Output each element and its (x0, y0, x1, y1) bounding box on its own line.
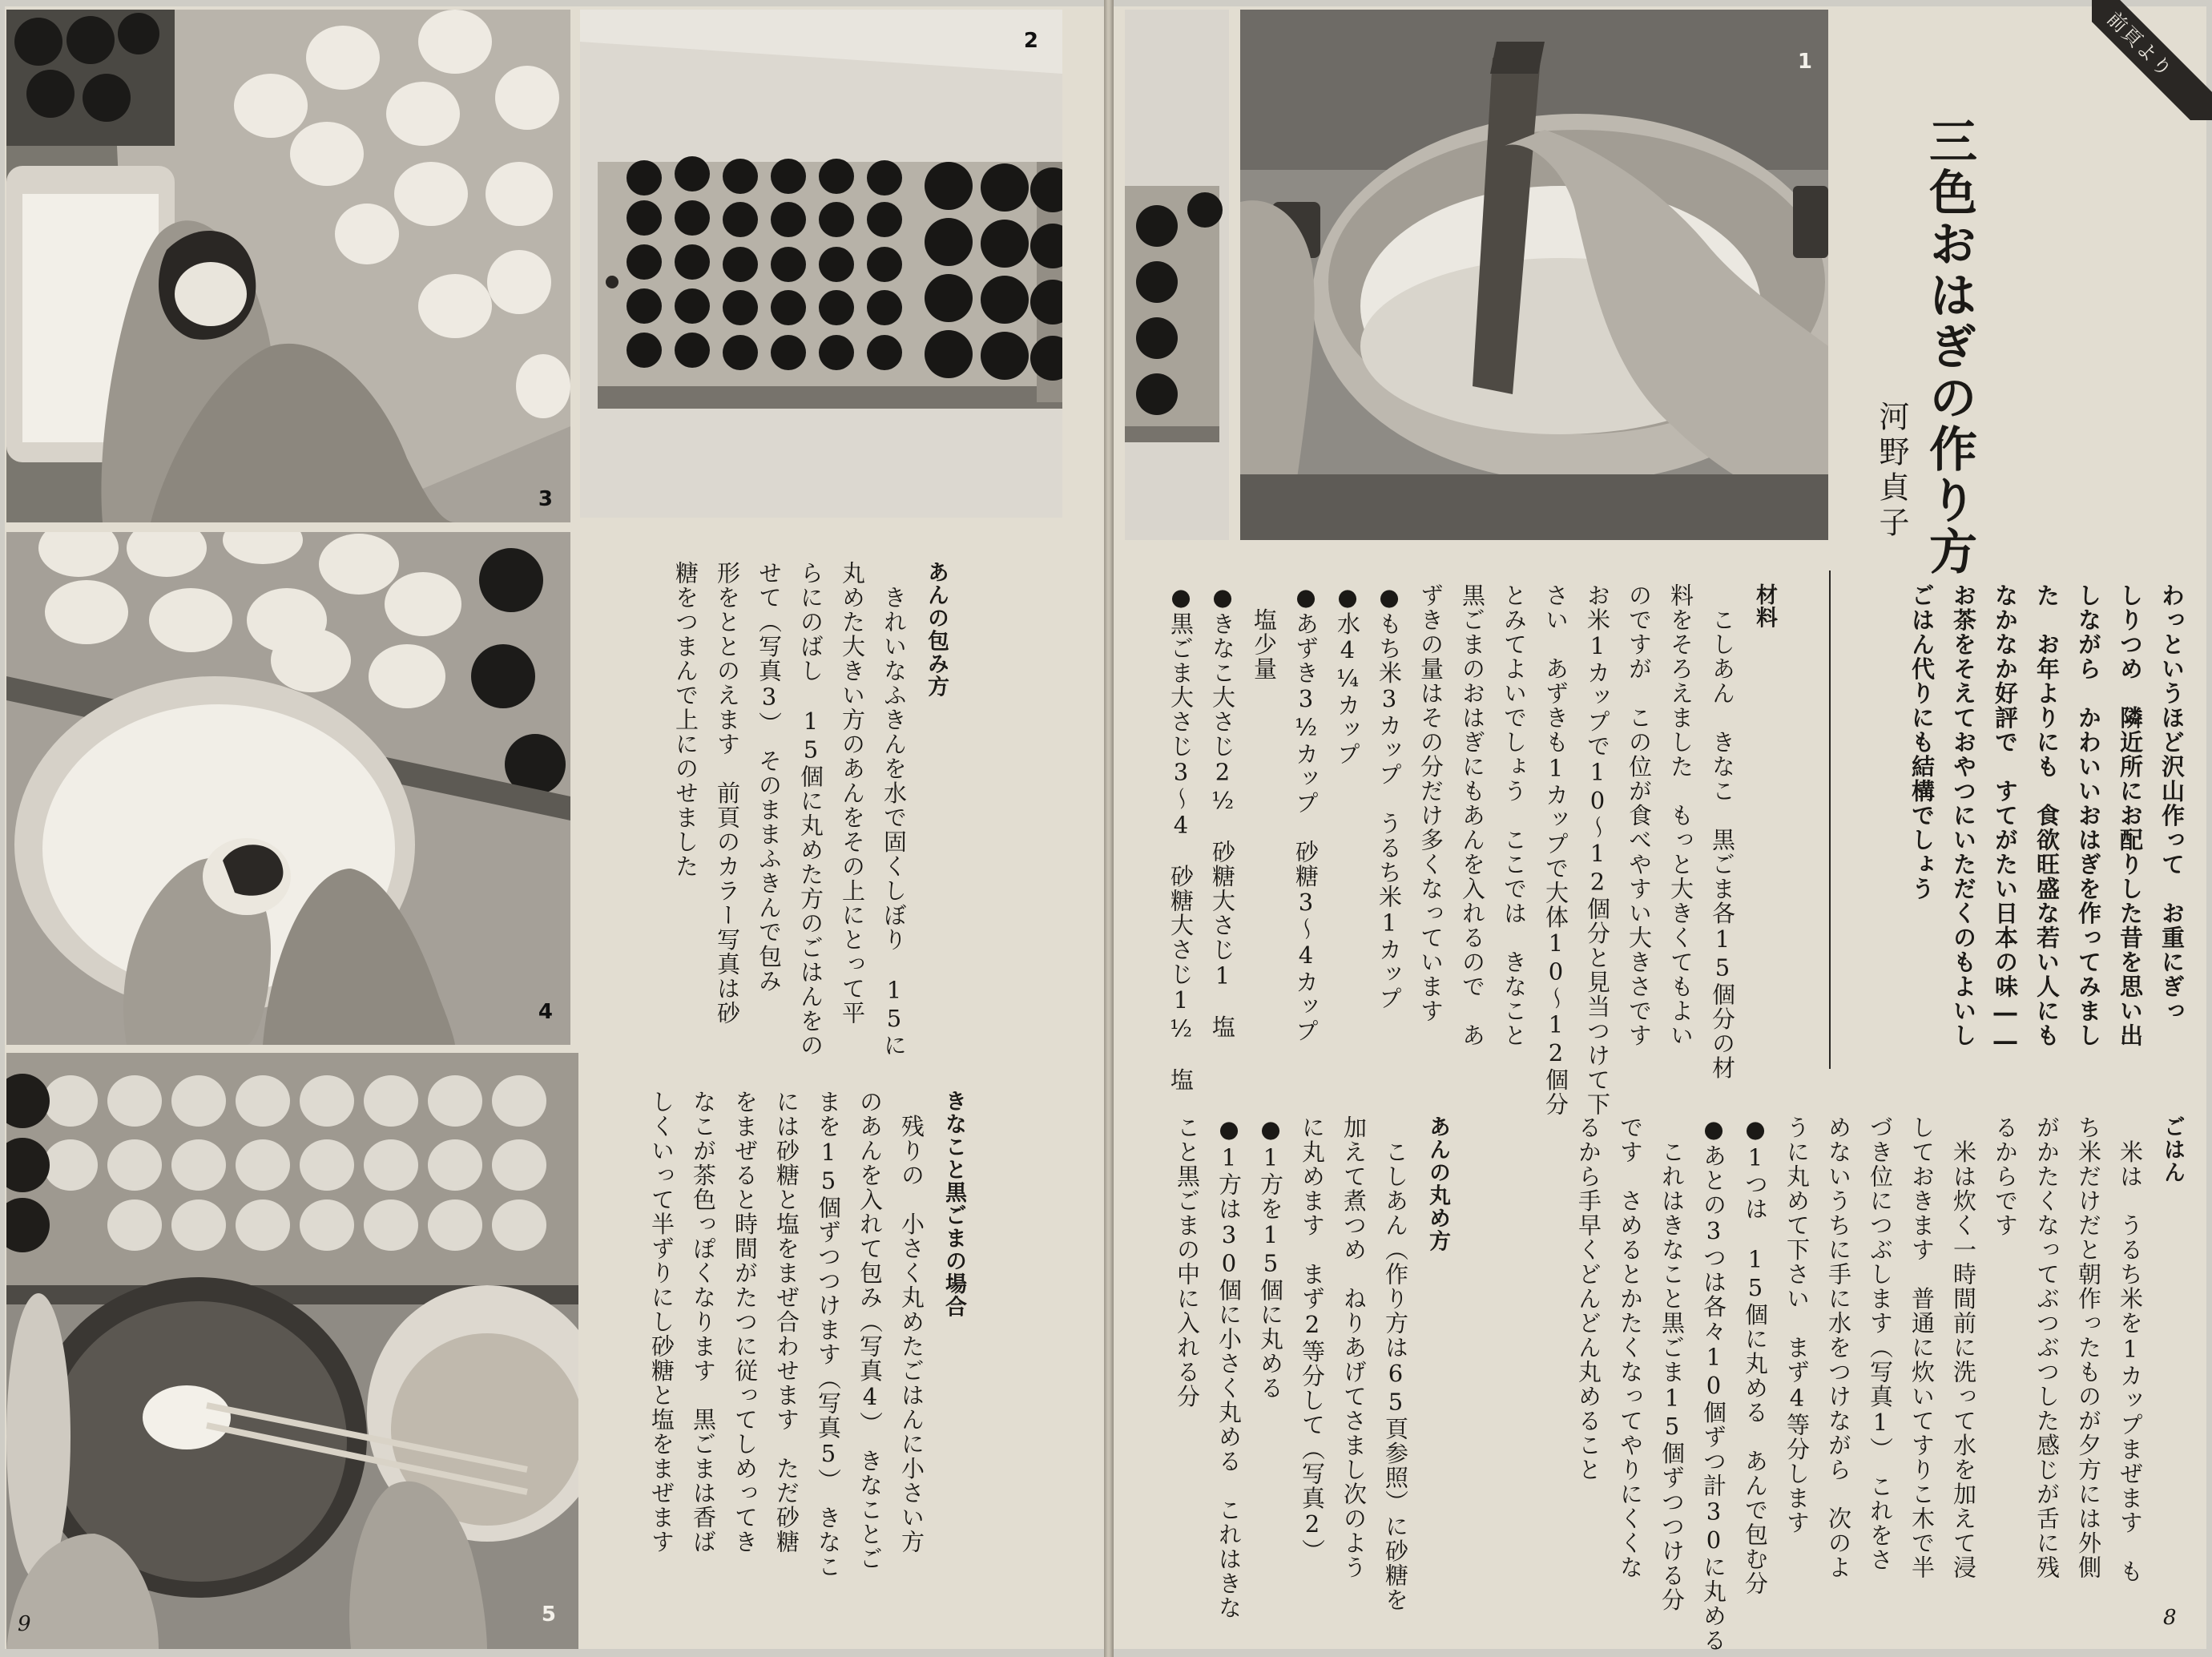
materials-line: お米1カップで10～12個分と見当つけて下 (1584, 583, 1611, 1117)
an-tsutsumi-line: せて（写真3） そのままふきんで包み (755, 561, 783, 994)
materials-line: ●あずき3½カップ 砂糖3～4カップ (1292, 583, 1320, 1043)
photo-1-mashing-rice (1240, 10, 1828, 540)
materials-line: ●もち米3カップ うるち米1カップ (1376, 583, 1403, 1011)
binding-gutter (1104, 0, 1114, 1657)
an-tsutsumi-line: 丸めた大きい方のあんをその上にとって平 (839, 561, 866, 1026)
gohan-line: ち米だけだと朝作ったものが夕方には外側 (2075, 1115, 2102, 1580)
kinako-line: のあんを入れて包み（写真4） きなことご (856, 1090, 884, 1571)
intro-line: しながら かわいいおはぎを作ってみまし (2075, 583, 2102, 1048)
materials-line: さい あずきも1カップで大体10～12個分 (1542, 583, 1569, 1117)
kinako-line: なこが茶色っぽくなります 黒ごまは香ば (690, 1090, 717, 1554)
photo-strip-image (1125, 10, 1229, 540)
gohan-line: です さめるとかたくなってやりにくくな (1617, 1115, 1644, 1580)
an-marume-line: こと黒ごまの中に入れる分 (1174, 1115, 1201, 1409)
photo-4-image (6, 532, 570, 1045)
page-number-left: 9 (18, 1612, 31, 1636)
photo-number-3: 3 (538, 487, 553, 511)
kinako-line: まを15個ずつつけます（写真5） きなこ (815, 1090, 842, 1579)
gohan-line: 米は うるち米を1カップまぜます も (2117, 1115, 2144, 1584)
intro-line: なかなか好評で すてがたい日本の味―― (1992, 583, 2019, 1056)
photo-1-image (1240, 10, 1828, 540)
article-title: 三色おはぎの作り方 (1921, 116, 1977, 578)
author-name: 河野貞子 (1874, 401, 1909, 542)
gohan-line: うに丸めて下さい まず4等分します (1783, 1115, 1811, 1535)
materials-line: 塩少量 (1251, 583, 1278, 681)
photo-strip-bean-paste (1125, 10, 1229, 540)
materials-line: とみてよいでしょう ここでは きなこと (1501, 583, 1528, 1048)
gohan-line: るから手早くどんどん丸めること (1575, 1115, 1602, 1482)
intro-line: お茶をそえておやつにいただくのもよいし (1950, 583, 1977, 1048)
materials-line: こしあん きなこ 黒ごま各15個分の材 (1709, 583, 1736, 1080)
photo-5-coating-kinako (6, 1053, 578, 1649)
gohan-line: ●あとの3つは各々10個ずつ計30に丸める (1700, 1115, 1727, 1653)
photo-5-image (6, 1053, 578, 1649)
gohan-line: めないうちに手に水をつけながら 次のよ (1825, 1115, 1852, 1580)
gohan-section (1568, 1115, 2193, 1653)
gohan-line: 米は炊く一時間前に洗って水を加えて浸 (1950, 1115, 1977, 1580)
gohan-line: ●1つは 15個に丸める あんで包む分 (1742, 1115, 1769, 1596)
intro-paragraph (1901, 583, 2193, 1064)
corner-tag-text: 前頁より (2102, 7, 2178, 83)
an-marume-section (1166, 1115, 1458, 1620)
an-marume-line: こしあん（作り方は65頁参照）に砂糖を (1382, 1115, 1409, 1612)
materials-line: ●水4¼カップ (1334, 583, 1361, 767)
intro-line: しりつめ 隣近所にお配りした昔を思い出 (2117, 583, 2144, 1048)
photo-4-shaping-ball (6, 532, 570, 1045)
photo-2-bean-paste-balls (580, 10, 1062, 518)
an-marume-line: 加えて煮つめ ねりあげてさまし次のよう (1340, 1115, 1368, 1580)
an-marume-line: ●1方を15個に丸める (1257, 1115, 1284, 1401)
materials-line: 料をそろえました もっと大きくてもよい (1667, 583, 1694, 1048)
photo-number-1: 1 (1797, 50, 1812, 74)
materials-line: ずきの量はその分だけ多くなっています (1417, 583, 1444, 1023)
kinako-line: をまぜると時間がたつに従ってしめってき (731, 1090, 759, 1554)
gohan-line: づき位につぶします（写真1） これをさ (1867, 1115, 1894, 1572)
kinako-line: 残りの 小さく丸めたごはんに小さい方 (898, 1090, 925, 1554)
page-number-right: 8 (2163, 1606, 2177, 1630)
kinako-heading: きなこと黒ごまの場合 (941, 1090, 966, 1318)
photo-3-image (6, 10, 570, 522)
materials-line: ●きなこ大さじ2½ 砂糖大さじ1 塩 (1209, 583, 1236, 1039)
intro-line: ごはん代りにも結構でしょう (1908, 583, 1936, 901)
gohan-line: しておきます 普通に炊いてすりこ木で半 (1908, 1115, 1936, 1580)
photo-number-5: 5 (541, 1603, 556, 1627)
materials-section (1160, 583, 1785, 1117)
gohan-line: がかたくなってぶつぶつした感じが舌に残 (2033, 1115, 2061, 1580)
gohan-line: るからです (1992, 1115, 2019, 1238)
gohan-heading: ごはん (2160, 1115, 2185, 1184)
materials-line: のですが この位が食べやすい大きさです (1626, 583, 1653, 1048)
photo-number-2: 2 (1023, 29, 1038, 53)
photo-3-wrapping-rice (6, 10, 570, 522)
photo-number-4: 4 (538, 1000, 553, 1024)
an-tsutsumi-line: 糖をつまんで上にのせました (672, 561, 699, 879)
kinako-line: には砂糖と塩をまぜ合わせます ただ砂糖 (773, 1090, 800, 1554)
continued-from-previous-tag (2092, 0, 2212, 120)
intro-line: た お年よりにも 食欲旺盛な若い人にも (2033, 583, 2061, 1048)
materials-heading: 材料 (1752, 583, 1777, 629)
an-tsutsumi-line: 形をととのえます 前頁のカラー写真は砂 (714, 561, 741, 1026)
an-tsutsumi-section (665, 561, 957, 1058)
materials-line: ●黒ごま大さじ3～4 砂糖大さじ1½ 塩 (1167, 583, 1195, 1092)
materials-line: 黒ごまのおはぎにもあんを入れるので あ (1459, 583, 1486, 1048)
kinako-section (641, 1090, 974, 1611)
an-marume-heading: あんの丸め方 (1425, 1115, 1450, 1252)
an-marume-line: ●1方は30個に小さく丸める これはきな (1215, 1115, 1243, 1620)
intro-line: わっというほど沢山作って お重にぎっ (2158, 583, 2186, 1023)
intro-divider (1829, 570, 1831, 1069)
an-tsutsumi-heading: あんの包み方 (924, 561, 949, 698)
photo-2-image (580, 10, 1062, 518)
kinako-line: しくいって半ずりにし砂糖と塩をまぜます (648, 1090, 675, 1554)
an-tsutsumi-line: きれいなふきんを水で固くしぼり 15に (880, 561, 908, 1058)
an-marume-line: に丸めます まず2等分して（写真2） (1299, 1115, 1326, 1563)
an-tsutsumi-line: らにのばし 15個に丸めた方のごはんをの (797, 561, 824, 1058)
gohan-line: これはきなこと黒ごま15個ずつつける分 (1658, 1115, 1686, 1612)
